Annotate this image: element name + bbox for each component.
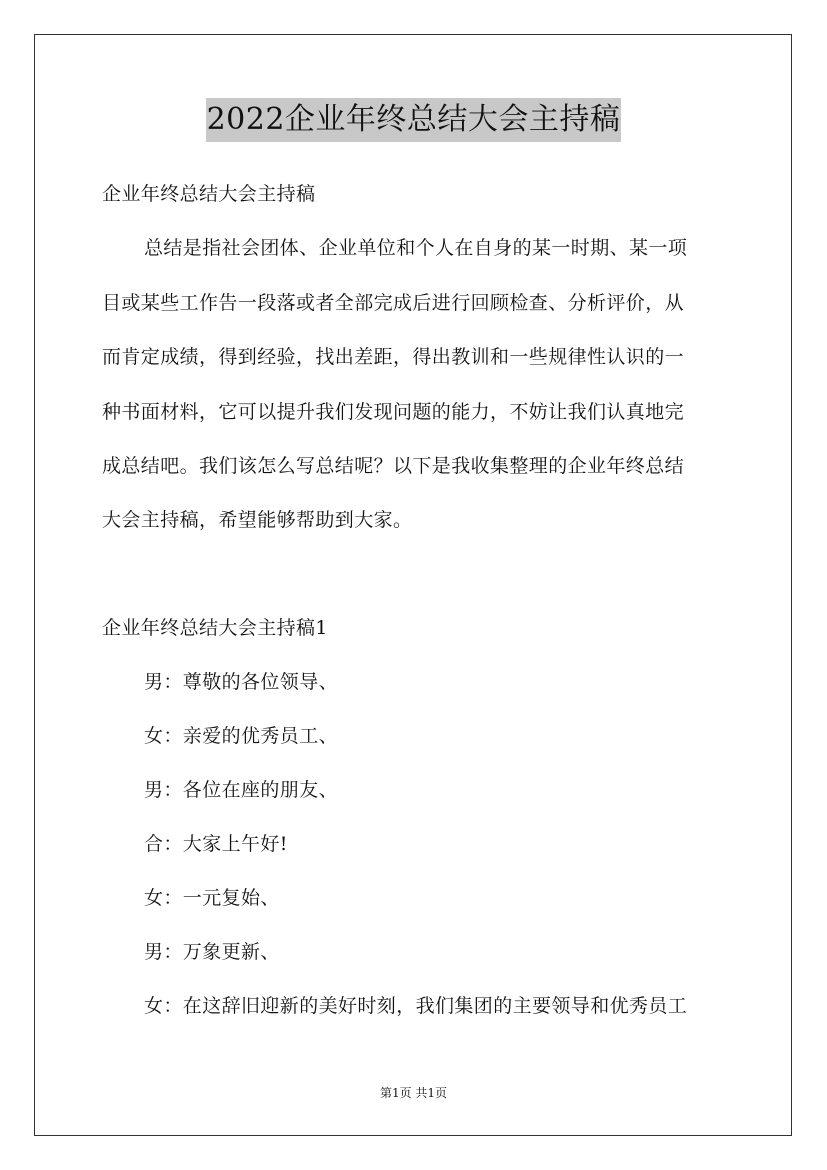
intro-line: 目或某些工作告一段落或者全部完成后进行回顾检查、分析评价，从 (102, 292, 685, 314)
dialogue-line: 男：尊敬的各位领导、 (144, 671, 339, 693)
section-heading: 企业年终总结大会主持稿1 (102, 617, 328, 639)
dialogue-line: 女：在这辞旧迎新的美好时刻，我们集团的主要领导和优秀员工 (144, 995, 688, 1017)
dialogue-line: 合：大家上午好! (144, 833, 288, 855)
intro-line: 总结是指社会团体、企业单位和个人在自身的某一时期、某一项 (144, 237, 688, 259)
dialogue-line: 男：万象更新、 (144, 941, 280, 963)
intro-line: 成总结吧。我们该怎么写总结呢？以下是我收集整理的企业年终总结 (102, 455, 685, 477)
intro-line: 而肯定成绩，得到经验，找出差距，得出教训和一些规律性认识的一 (102, 346, 685, 368)
document-title (0, 98, 827, 142)
dialogue-line: 女：亲爱的优秀员工、 (144, 725, 339, 747)
intro-line: 大会主持稿，希望能够帮助到大家。 (102, 509, 413, 531)
subtitle: 企业年终总结大会主持稿 (102, 183, 316, 205)
title-text: 2022企业年终总结大会主持稿 (206, 98, 622, 142)
intro-line: 种书面材料，它可以提升我们发现问题的能力，不妨让我们认真地完 (102, 401, 685, 423)
page-footer: 第1页 共1页 (379, 1086, 448, 1100)
dialogue-line: 男：各位在座的朋友、 (144, 779, 339, 801)
dialogue-line: 女：一元复始、 (144, 887, 280, 909)
